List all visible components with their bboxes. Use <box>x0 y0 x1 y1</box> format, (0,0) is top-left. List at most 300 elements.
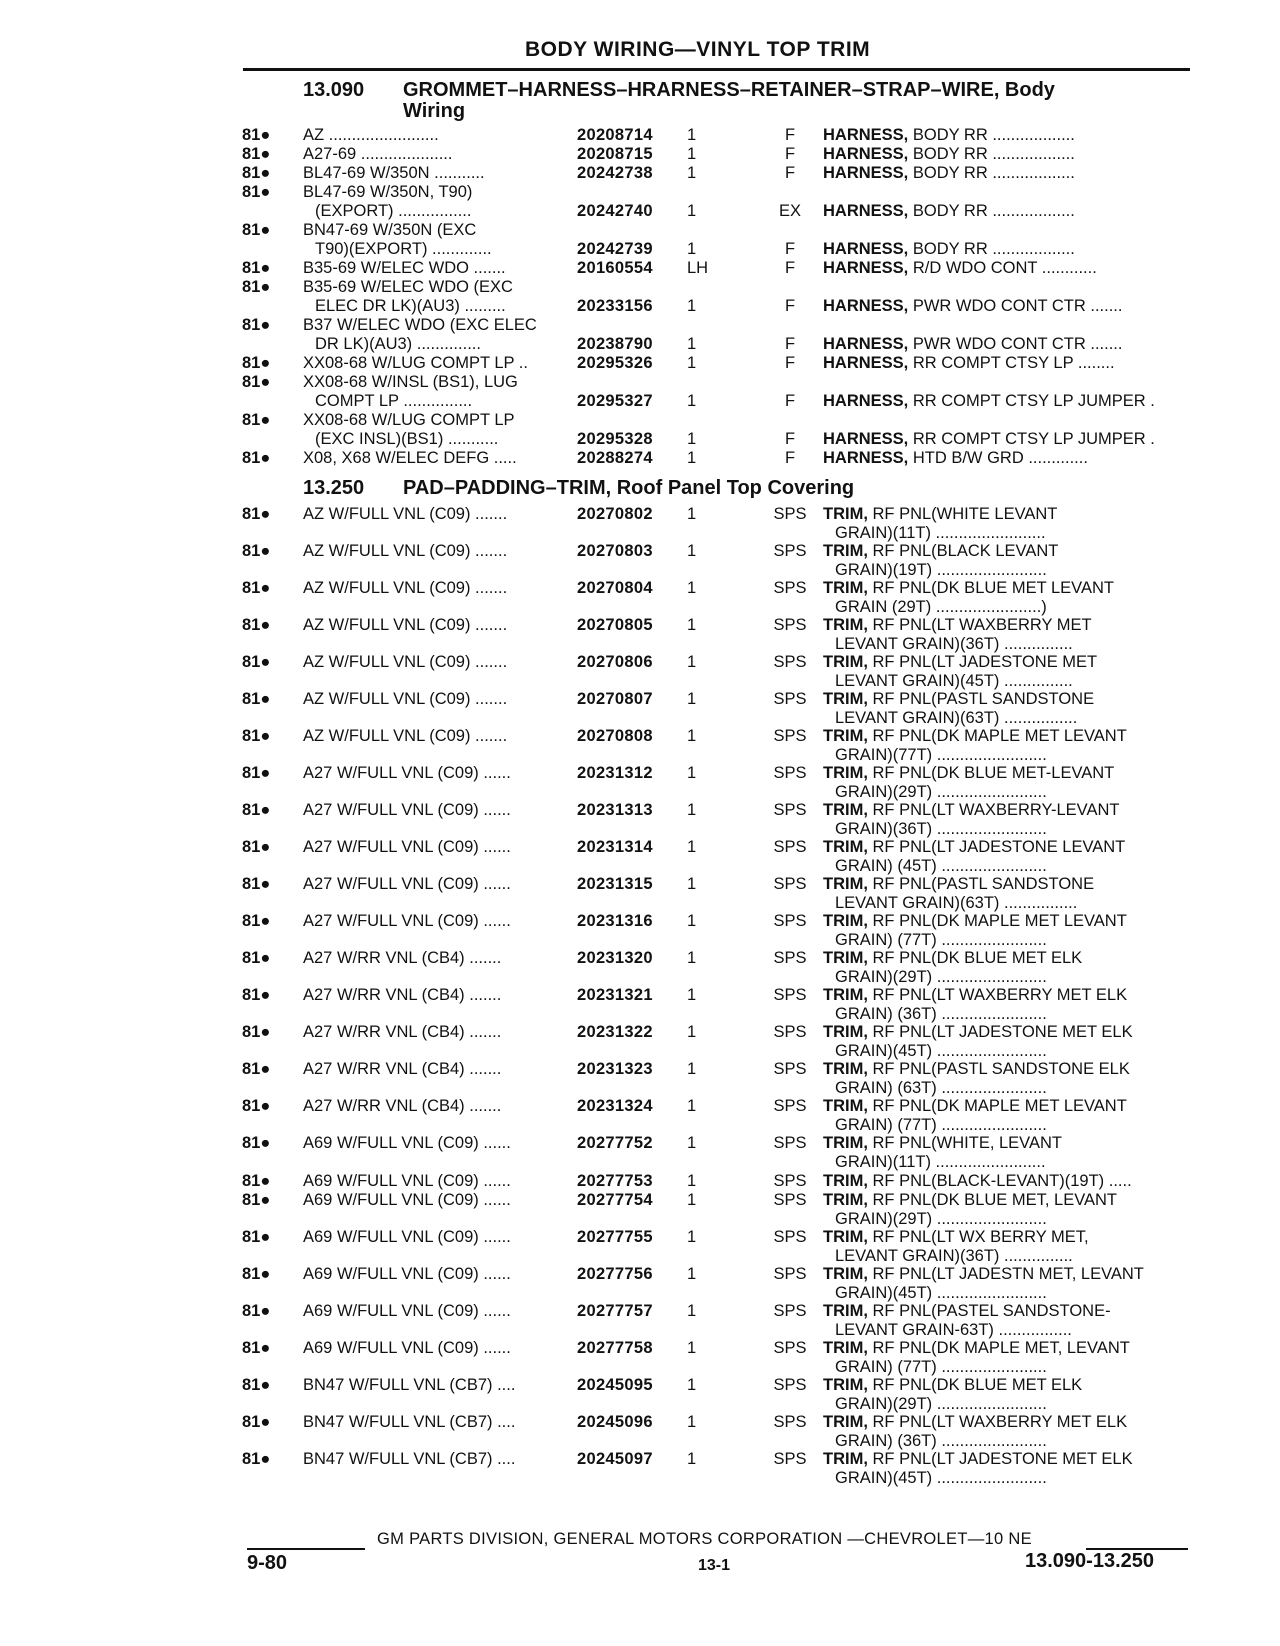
part-number: 20231321 <box>577 986 653 1004</box>
description-line <box>823 1134 1185 1153</box>
part-name: HARNESS, <box>823 392 909 410</box>
part-number: 20208715 <box>577 145 653 163</box>
quantity: 1 <box>687 297 697 315</box>
part-detail: RF PNL(PASTEL SANDSTONE- <box>867 1302 1111 1320</box>
part-description <box>823 297 1185 316</box>
part-name: TRIM, <box>823 1413 868 1431</box>
source-code: F <box>784 164 796 182</box>
part-detail: RR COMPT CTSY LP JUMPER . <box>908 430 1155 448</box>
model-line: A27 W/RR VNL (CB4) ....... <box>303 949 502 967</box>
footer-publisher: GM PARTS DIVISION, GENERAL MOTORS CORPORATION —CHEVROLET—10 NE <box>377 1530 1032 1548</box>
model-line-cont: COMPT LP ............... <box>315 392 473 410</box>
description-line <box>823 653 1185 672</box>
illustration-ref: 81● <box>242 354 271 372</box>
description-line <box>823 690 1185 709</box>
illustration-ref: 81● <box>242 1191 271 1209</box>
part-detail: RR COMPT CTSY LP ........ <box>908 354 1115 372</box>
part-number: 20242740 <box>577 202 653 220</box>
part-name: TRIM, <box>823 1097 868 1115</box>
part-description <box>823 875 1185 913</box>
model-line: A69 W/FULL VNL (C09) ...... <box>303 1265 511 1283</box>
description-line-cont: GRAIN) (45T) ....................... <box>835 857 1047 875</box>
description-line-cont: GRAIN (29T) .......................) <box>835 598 1047 616</box>
description-line <box>823 801 1185 820</box>
source-code: SPS <box>773 875 807 893</box>
source-code: F <box>784 259 796 277</box>
quantity: 1 <box>687 1228 697 1246</box>
description-line <box>823 202 1185 221</box>
model-usage <box>303 449 571 468</box>
description-line-cont: GRAIN) (36T) ....................... <box>835 1005 1047 1023</box>
part-detail: RF PNL(LT JADESTN MET, LEVANT <box>867 1265 1144 1283</box>
illustration-ref: 81● <box>242 542 271 560</box>
part-detail: RF PNL(BLACK-LEVANT)(19T) ..... <box>867 1172 1132 1190</box>
quantity: 1 <box>687 430 697 448</box>
part-name: HARNESS, <box>823 202 909 220</box>
part-description <box>823 145 1185 164</box>
part-detail: RF PNL(LT JADESTONE MET <box>867 653 1098 671</box>
description-line <box>823 1023 1185 1042</box>
description-line <box>823 542 1185 561</box>
model-line: A27 W/RR VNL (CB4) ....... <box>303 1097 502 1115</box>
part-description <box>823 1060 1185 1098</box>
part-number: 20231315 <box>577 875 653 893</box>
quantity: 1 <box>687 164 697 182</box>
section-number: 13.250 <box>303 477 365 499</box>
part-detail: PWR WDO CONT CTR ....... <box>908 335 1123 353</box>
model-usage <box>303 259 571 278</box>
part-number: 20208714 <box>577 126 653 144</box>
part-number: 20231322 <box>577 1023 653 1041</box>
quantity: 1 <box>687 505 697 523</box>
source-code: SPS <box>773 1228 807 1246</box>
model-usage <box>303 1265 571 1284</box>
source-code: SPS <box>773 1060 807 1078</box>
illustration-ref: 81● <box>242 126 271 144</box>
description-line-cont: GRAIN) (77T) ....................... <box>835 1358 1047 1376</box>
quantity: 1 <box>687 579 697 597</box>
description-line <box>823 727 1185 746</box>
part-description <box>823 202 1185 221</box>
part-detail: RF PNL(DK BLUE MET ELK <box>867 1376 1083 1394</box>
source-code: F <box>784 335 796 353</box>
model-usage <box>303 278 571 316</box>
model-usage <box>303 221 571 259</box>
description-line <box>823 838 1185 857</box>
part-name: TRIM, <box>823 1134 868 1152</box>
model-line: A69 W/FULL VNL (C09) ...... <box>303 1134 511 1152</box>
description-line-cont: GRAIN)(19T) ........................ <box>835 561 1047 579</box>
description-line-cont: LEVANT GRAIN)(63T) ................ <box>835 894 1078 912</box>
part-description <box>823 392 1185 411</box>
illustration-ref: 81● <box>242 316 271 334</box>
part-detail: RF PNL(PASTL SANDSTONE <box>867 690 1095 708</box>
description-line <box>823 764 1185 783</box>
model-line: AZ W/FULL VNL (C09) ....... <box>303 579 508 597</box>
illustration-ref: 81● <box>242 579 271 597</box>
part-number: 20242739 <box>577 240 653 258</box>
model-line: BN47 W/FULL VNL (CB7) .... <box>303 1413 516 1431</box>
source-code: SPS <box>773 1302 807 1320</box>
model-line: A69 W/FULL VNL (C09) ...... <box>303 1228 511 1246</box>
model-usage <box>303 690 571 709</box>
description-line <box>823 1413 1185 1432</box>
footer-section-range: 13.090-13.250 <box>1025 1550 1155 1572</box>
model-usage <box>303 579 571 598</box>
illustration-ref: 81● <box>242 449 271 467</box>
model-line-cont: (EXC INSL)(BS1) ........... <box>315 430 499 448</box>
quantity: 1 <box>687 240 697 258</box>
description-line-cont: GRAIN)(29T) ........................ <box>835 968 1047 986</box>
illustration-ref: 81● <box>242 727 271 745</box>
part-description <box>823 335 1185 354</box>
quantity: 1 <box>687 335 697 353</box>
illustration-ref: 81● <box>242 838 271 856</box>
illustration-ref: 81● <box>242 221 271 239</box>
section-heading-13-250 <box>303 478 854 499</box>
quantity: 1 <box>687 1302 697 1320</box>
part-name: TRIM, <box>823 653 868 671</box>
source-code: F <box>784 297 796 315</box>
model-line: A27 W/FULL VNL (C09) ...... <box>303 838 511 856</box>
section-title: PAD–PADDING–TRIM, Roof Panel Top Covering <box>403 477 855 499</box>
part-name: TRIM, <box>823 838 868 856</box>
source-code: SPS <box>773 1339 807 1357</box>
part-description <box>823 912 1185 950</box>
part-number: 20245097 <box>577 1450 653 1468</box>
description-line <box>823 126 1185 145</box>
part-number: 20231324 <box>577 1097 653 1115</box>
illustration-ref: 81● <box>242 1060 271 1078</box>
source-code: SPS <box>773 1097 807 1115</box>
quantity: 1 <box>687 875 697 893</box>
description-line <box>823 449 1185 468</box>
illustration-ref: 81● <box>242 949 271 967</box>
part-number: 20270804 <box>577 579 653 597</box>
quantity: 1 <box>687 1339 697 1357</box>
quantity: 1 <box>687 1172 697 1190</box>
part-number: 20277754 <box>577 1191 653 1209</box>
description-line <box>823 949 1185 968</box>
description-line <box>823 875 1185 894</box>
part-name: TRIM, <box>823 1302 868 1320</box>
part-description <box>823 164 1185 183</box>
model-line: B35-69 W/ELEC WDO ....... <box>303 259 506 277</box>
part-description <box>823 505 1185 543</box>
part-description <box>823 1302 1185 1340</box>
source-code: SPS <box>773 616 807 634</box>
part-number: 20277756 <box>577 1265 653 1283</box>
part-number: 20277753 <box>577 1172 653 1190</box>
model-line: AZ W/FULL VNL (C09) ....... <box>303 727 508 745</box>
part-number: 20231314 <box>577 838 653 856</box>
part-description <box>823 616 1185 654</box>
illustration-ref: 81● <box>242 875 271 893</box>
source-code: SPS <box>773 579 807 597</box>
part-description <box>823 259 1185 278</box>
part-number: 20270807 <box>577 690 653 708</box>
source-code: SPS <box>773 1191 807 1209</box>
part-detail: RF PNL(WHITE LEVANT <box>867 505 1058 523</box>
source-code: EX <box>778 202 801 220</box>
illustration-ref: 81● <box>242 259 271 277</box>
part-name: TRIM, <box>823 579 868 597</box>
quantity: 1 <box>687 202 697 220</box>
illustration-ref: 81● <box>242 1413 271 1431</box>
quantity: 1 <box>687 542 697 560</box>
model-usage <box>303 1413 571 1432</box>
part-number: 20231323 <box>577 1060 653 1078</box>
illustration-ref: 81● <box>242 373 271 391</box>
quantity: 1 <box>687 653 697 671</box>
model-usage <box>303 1060 571 1079</box>
description-line <box>823 392 1185 411</box>
quantity: 1 <box>687 986 697 1004</box>
part-detail: BODY RR .................. <box>908 202 1075 220</box>
source-code: SPS <box>773 838 807 856</box>
illustration-ref: 81● <box>242 505 271 523</box>
part-detail: BODY RR .................. <box>908 145 1075 163</box>
part-name: TRIM, <box>823 727 868 745</box>
part-number: 20277752 <box>577 1134 653 1152</box>
source-code: SPS <box>773 1134 807 1152</box>
description-line <box>823 986 1185 1005</box>
part-name: TRIM, <box>823 1060 868 1078</box>
model-usage <box>303 1191 571 1210</box>
description-line <box>823 259 1185 278</box>
part-name: TRIM, <box>823 1265 868 1283</box>
description-line-cont: GRAIN)(45T) ........................ <box>835 1042 1047 1060</box>
source-code: SPS <box>773 690 807 708</box>
model-usage <box>303 764 571 783</box>
model-line: B37 W/ELEC WDO (EXC ELEC <box>303 316 537 334</box>
part-description <box>823 1265 1185 1303</box>
model-line: A27 W/FULL VNL (C09) ...... <box>303 875 511 893</box>
part-description <box>823 838 1185 876</box>
part-description <box>823 801 1185 839</box>
description-line-cont: GRAIN) (63T) ....................... <box>835 1079 1047 1097</box>
part-detail: RF PNL(LT JADESTONE MET ELK <box>867 1450 1133 1468</box>
part-description <box>823 1339 1185 1377</box>
model-usage <box>303 1339 571 1358</box>
description-line-cont: LEVANT GRAIN)(36T) ............... <box>835 635 1073 653</box>
part-detail: BODY RR .................. <box>908 240 1075 258</box>
model-usage <box>303 1097 571 1116</box>
illustration-ref: 81● <box>242 411 271 429</box>
source-code: SPS <box>773 949 807 967</box>
model-usage <box>303 126 571 145</box>
description-line <box>823 335 1185 354</box>
part-name: HARNESS, <box>823 240 909 258</box>
part-name: HARNESS, <box>823 297 909 315</box>
part-number: 20231316 <box>577 912 653 930</box>
model-line-cont: ELEC DR LK)(AU3) ......... <box>315 297 506 315</box>
description-line-cont: GRAIN)(77T) ........................ <box>835 746 1047 764</box>
part-number: 20270802 <box>577 505 653 523</box>
illustration-ref: 81● <box>242 1339 271 1357</box>
illustration-ref: 81● <box>242 912 271 930</box>
section-title: GROMMET–HARNESS–HRARNESS–RETAINER–STRAP–WIRE, Body <box>403 79 1055 101</box>
illustration-ref: 81● <box>242 690 271 708</box>
model-line: A27 W/RR VNL (CB4) ....... <box>303 986 502 1004</box>
part-number: 20233156 <box>577 297 653 315</box>
part-description <box>823 1023 1185 1061</box>
quantity: 1 <box>687 727 697 745</box>
part-detail: R/D WDO CONT ............ <box>908 259 1097 277</box>
part-number: 20295328 <box>577 430 653 448</box>
part-name: TRIM, <box>823 1339 868 1357</box>
source-code: F <box>784 392 796 410</box>
part-description <box>823 354 1185 373</box>
quantity: 1 <box>687 1134 697 1152</box>
source-code: SPS <box>773 1376 807 1394</box>
part-description <box>823 764 1185 802</box>
part-description <box>823 449 1185 468</box>
source-code: F <box>784 126 796 144</box>
illustration-ref: 81● <box>242 1450 271 1468</box>
part-number: 20270808 <box>577 727 653 745</box>
part-number: 20245096 <box>577 1413 653 1431</box>
part-description <box>823 727 1185 765</box>
model-line: XX08-68 W/LUG COMPT LP <box>303 411 515 429</box>
description-line <box>823 912 1185 931</box>
source-code: SPS <box>773 542 807 560</box>
quantity: LH <box>687 259 709 277</box>
model-line: AZ W/FULL VNL (C09) ....... <box>303 542 508 560</box>
part-detail: RF PNL(LT WAXBERRY MET <box>867 616 1092 634</box>
illustration-ref: 81● <box>242 145 271 163</box>
model-usage <box>303 875 571 894</box>
part-description <box>823 1097 1185 1135</box>
part-name: HARNESS, <box>823 449 909 467</box>
model-line: A27 W/FULL VNL (C09) ...... <box>303 764 511 782</box>
model-usage <box>303 653 571 672</box>
description-line-cont: GRAIN)(45T) ........................ <box>835 1469 1047 1487</box>
part-name: TRIM, <box>823 1450 868 1468</box>
part-detail: RF PNL(LT WX BERRY MET, <box>867 1228 1089 1246</box>
part-name: HARNESS, <box>823 126 909 144</box>
description-line-cont: LEVANT GRAIN)(36T) ............... <box>835 1247 1073 1265</box>
source-code: SPS <box>773 801 807 819</box>
source-code: SPS <box>773 1023 807 1041</box>
part-number: 20288274 <box>577 449 653 467</box>
model-usage <box>303 411 571 449</box>
part-detail: RF PNL(PASTL SANDSTONE <box>867 875 1095 893</box>
quantity: 1 <box>687 126 697 144</box>
description-line-cont: LEVANT GRAIN)(63T) ................ <box>835 709 1078 727</box>
quantity: 1 <box>687 449 697 467</box>
part-detail: HTD B/W GRD ............. <box>908 449 1088 467</box>
description-line-cont: LEVANT GRAIN)(45T) ............... <box>835 672 1073 690</box>
part-detail: RF PNL(DK MAPLE MET LEVANT <box>867 1097 1127 1115</box>
model-line: XX08-68 W/LUG COMPT LP .. <box>303 354 528 372</box>
model-line-cont: (EXPORT) ................ <box>315 202 472 220</box>
illustration-ref: 81● <box>242 183 271 201</box>
model-line: BN47 W/FULL VNL (CB7) .... <box>303 1450 516 1468</box>
description-line <box>823 145 1185 164</box>
model-line-cont: DR LK)(AU3) .............. <box>315 335 481 353</box>
part-number: 20277757 <box>577 1302 653 1320</box>
source-code: SPS <box>773 1413 807 1431</box>
part-name: TRIM, <box>823 690 868 708</box>
part-number: 20277758 <box>577 1339 653 1357</box>
quantity: 1 <box>687 1413 697 1431</box>
model-usage <box>303 1172 571 1191</box>
model-usage <box>303 949 571 968</box>
part-description <box>823 949 1185 987</box>
part-number: 20242738 <box>577 164 653 182</box>
description-line-cont: GRAIN)(11T) ........................ <box>835 1153 1046 1171</box>
description-line-cont: GRAIN)(45T) ........................ <box>835 1284 1047 1302</box>
part-name: HARNESS, <box>823 430 909 448</box>
source-code: SPS <box>773 986 807 1004</box>
footer-rule-left <box>247 1548 365 1550</box>
quantity: 1 <box>687 1450 697 1468</box>
part-description <box>823 1172 1185 1191</box>
header-rule <box>243 68 1190 71</box>
part-number: 20270806 <box>577 653 653 671</box>
model-line: BN47 W/FULL VNL (CB7) .... <box>303 1376 516 1394</box>
source-code: SPS <box>773 764 807 782</box>
part-detail: RF PNL(DK BLUE MET, LEVANT <box>867 1191 1118 1209</box>
part-description <box>823 1450 1185 1488</box>
section-heading-13-090 <box>303 80 1055 122</box>
model-line: A69 W/FULL VNL (C09) ...... <box>303 1302 511 1320</box>
part-number: 20295327 <box>577 392 653 410</box>
part-detail: RF PNL(DK MAPLE MET LEVANT <box>867 912 1127 930</box>
model-usage <box>303 1228 571 1247</box>
quantity: 1 <box>687 690 697 708</box>
quantity: 1 <box>687 1023 697 1041</box>
quantity: 1 <box>687 1265 697 1283</box>
part-name: TRIM, <box>823 1228 868 1246</box>
part-description <box>823 126 1185 145</box>
model-line: BL47-69 W/350N, T90) <box>303 183 473 201</box>
section-number: 13.090 <box>303 79 365 101</box>
part-description <box>823 1376 1185 1414</box>
part-detail: RF PNL(DK MAPLE MET LEVANT <box>867 727 1127 745</box>
page-title: BODY WIRING—VINYL TOP TRIM <box>525 38 871 61</box>
description-line <box>823 1191 1185 1210</box>
illustration-ref: 81● <box>242 986 271 1004</box>
model-usage <box>303 354 571 373</box>
source-code: SPS <box>773 912 807 930</box>
illustration-ref: 81● <box>242 1097 271 1115</box>
model-usage <box>303 838 571 857</box>
quantity: 1 <box>687 1097 697 1115</box>
description-line <box>823 1450 1185 1469</box>
part-name: TRIM, <box>823 1376 868 1394</box>
model-usage <box>303 145 571 164</box>
description-line <box>823 579 1185 598</box>
model-line: BL47-69 W/350N ........... <box>303 164 485 182</box>
quantity: 1 <box>687 1060 697 1078</box>
model-usage <box>303 505 571 524</box>
model-usage <box>303 1376 571 1395</box>
illustration-ref: 81● <box>242 801 271 819</box>
description-line <box>823 164 1185 183</box>
description-line <box>823 1376 1185 1395</box>
illustration-ref: 81● <box>242 1265 271 1283</box>
model-usage <box>303 727 571 746</box>
source-code: SPS <box>773 1172 807 1190</box>
part-name: TRIM, <box>823 949 868 967</box>
part-detail: RF PNL(DK BLUE MET LEVANT <box>867 579 1114 597</box>
model-usage <box>303 801 571 820</box>
model-line: A27 W/RR VNL (CB4) ....... <box>303 1023 502 1041</box>
part-description <box>823 1134 1185 1172</box>
part-detail: RF PNL(DK BLUE MET-LEVANT <box>867 764 1115 782</box>
